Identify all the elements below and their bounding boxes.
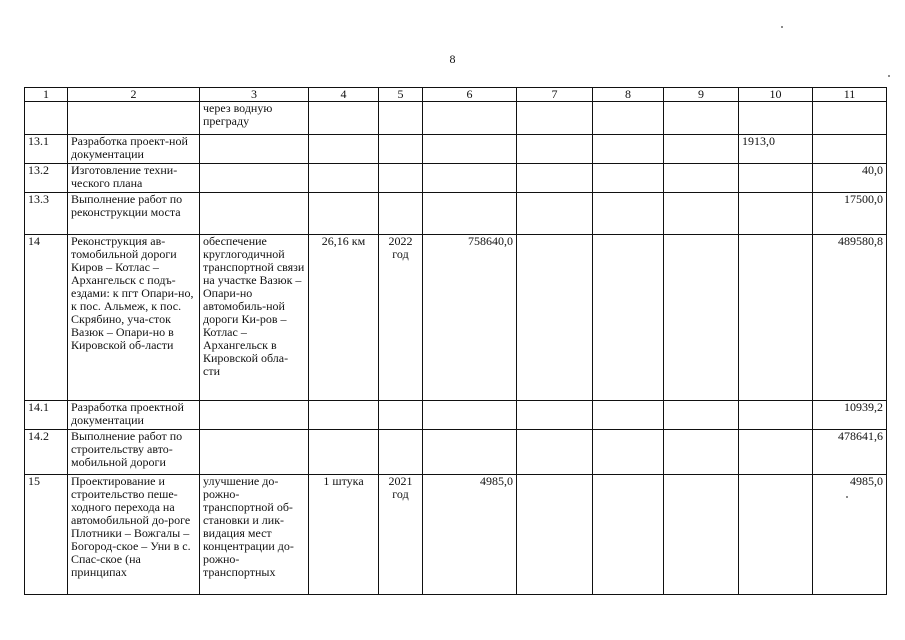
- column-header: 8: [593, 88, 664, 102]
- cell-purpose: улучшение до-рожно-транспортной об-становки и лик-видация мест концентрации до-рожно-транспортных: [200, 475, 309, 595]
- cell-col5: 2022 год: [379, 235, 423, 401]
- column-header: 3: [200, 88, 309, 102]
- cell-col4: 26,16 км: [309, 235, 379, 401]
- cell-col10: [739, 164, 813, 193]
- cell-col9: [664, 193, 739, 235]
- cell-col8: [593, 475, 664, 595]
- cell-col4: [309, 430, 379, 475]
- cell-purpose: [200, 401, 309, 430]
- cell-col4: [309, 102, 379, 135]
- column-header: 4: [309, 88, 379, 102]
- cell-name: Разработка проект-ной документации: [68, 135, 200, 164]
- cell-col6: [423, 135, 517, 164]
- cell-col6: 758640,0: [423, 235, 517, 401]
- cell-col4: [309, 164, 379, 193]
- cell-col10: [739, 235, 813, 401]
- cell-col5: [379, 135, 423, 164]
- cell-col9: [664, 135, 739, 164]
- cell-col10: [739, 475, 813, 595]
- cell-col8: [593, 102, 664, 135]
- page-number: 8: [449, 52, 456, 66]
- cell-name: Проектирование и строительство пеше-ходного перехода на автомобильной до-роге Плотники – Вожгалы – Богород-ское – Уни в с. Спас-ское (на принципах: [68, 475, 200, 595]
- cell-col8: [593, 193, 664, 235]
- cell-num: 13.1: [25, 135, 68, 164]
- cell-col10: [739, 102, 813, 135]
- cell-col11: [813, 135, 887, 164]
- column-header: 9: [664, 88, 739, 102]
- cell-purpose: [200, 164, 309, 193]
- cell-name: Выполнение работ по строительству авто-мобильной дороги: [68, 430, 200, 475]
- cell-col6: 4985,0: [423, 475, 517, 595]
- cell-col4: [309, 135, 379, 164]
- cell-col5: [379, 430, 423, 475]
- cell-col4: [309, 193, 379, 235]
- cell-col6: [423, 193, 517, 235]
- cell-name: Разработка проектной документации: [68, 401, 200, 430]
- table-row: [25, 475, 887, 595]
- column-header: 7: [517, 88, 593, 102]
- cell-col8: [593, 164, 664, 193]
- cell-name: Выполнение работ по реконструкции моста: [68, 193, 200, 235]
- cell-col11: 478641,6: [813, 430, 887, 475]
- header-row: [25, 88, 887, 102]
- table-row: [25, 102, 887, 135]
- column-header: 11: [813, 88, 887, 102]
- cell-col6: [423, 401, 517, 430]
- cell-col10: [739, 401, 813, 430]
- cell-col6: [423, 164, 517, 193]
- cell-num: [25, 102, 68, 135]
- cell-col9: [664, 235, 739, 401]
- cell-num: 13.3: [25, 193, 68, 235]
- cell-col8: [593, 430, 664, 475]
- table-row: [25, 193, 887, 235]
- cell-col11: 4985,0: [813, 475, 887, 595]
- cell-col6: [423, 102, 517, 135]
- column-header: 6: [423, 88, 517, 102]
- cell-purpose: обеспечение круглогодичной транспортной связи на участке Вазюк – Опари-но автомобиль-ной дороги Ки-ров – Котлас – Архангельск в Кировской обла-сти: [200, 235, 309, 401]
- cell-name: Реконструкция ав-томобильной дороги Киров – Котлас – Архангельск с подъ-ездами: к пгт Опари-но, к пос. Альмеж, к пос. Скрябино, уча-сток Вазюк – Опари-но в Кировской об-ласти: [68, 235, 200, 401]
- scan-speck: [781, 26, 783, 28]
- cell-col7: [517, 164, 593, 193]
- cell-num: 15: [25, 475, 68, 595]
- cell-col7: [517, 401, 593, 430]
- cell-col10: [739, 193, 813, 235]
- cell-col11: 489580,8: [813, 235, 887, 401]
- cell-col7: [517, 102, 593, 135]
- cell-col7: [517, 135, 593, 164]
- cell-col5: [379, 102, 423, 135]
- cell-col11: [813, 102, 887, 135]
- table-row: [25, 164, 887, 193]
- cell-col11: 10939,2: [813, 401, 887, 430]
- cell-col10: [739, 430, 813, 475]
- cell-purpose: [200, 430, 309, 475]
- cell-col7: [517, 475, 593, 595]
- cell-num: 14.1: [25, 401, 68, 430]
- cell-name: [68, 102, 200, 135]
- cell-col8: [593, 135, 664, 164]
- table-row: [25, 430, 887, 475]
- column-header: 1: [25, 88, 68, 102]
- cell-col8: [593, 401, 664, 430]
- cell-purpose: [200, 135, 309, 164]
- scan-speck: [888, 75, 890, 77]
- cell-col4: [309, 401, 379, 430]
- cell-num: 13.2: [25, 164, 68, 193]
- cell-name: Изготовление техни-ческого плана: [68, 164, 200, 193]
- cell-col4: 1 штука: [309, 475, 379, 595]
- cell-col6: [423, 430, 517, 475]
- data-table: [24, 87, 887, 595]
- table-row: [25, 235, 887, 401]
- cell-col9: [664, 164, 739, 193]
- cell-col7: [517, 193, 593, 235]
- cell-col8: [593, 235, 664, 401]
- column-header: 5: [379, 88, 423, 102]
- cell-col7: [517, 430, 593, 475]
- cell-purpose: [200, 193, 309, 235]
- cell-num: 14.2: [25, 430, 68, 475]
- cell-col9: [664, 102, 739, 135]
- cell-col5: [379, 164, 423, 193]
- cell-col9: [664, 401, 739, 430]
- cell-col11: 17500,0: [813, 193, 887, 235]
- cell-num: 14: [25, 235, 68, 401]
- cell-col5: [379, 193, 423, 235]
- table-row: [25, 135, 887, 164]
- column-header: 10: [739, 88, 813, 102]
- cell-col9: [664, 430, 739, 475]
- table-row: [25, 401, 887, 430]
- cell-col5: [379, 401, 423, 430]
- cell-col5: 2021 год: [379, 475, 423, 595]
- cell-col7: [517, 235, 593, 401]
- cell-col10: 1913,0: [739, 135, 813, 164]
- cell-col11: 40,0: [813, 164, 887, 193]
- cell-col9: [664, 475, 739, 595]
- cell-purpose: через водную преграду: [200, 102, 309, 135]
- column-header: 2: [68, 88, 200, 102]
